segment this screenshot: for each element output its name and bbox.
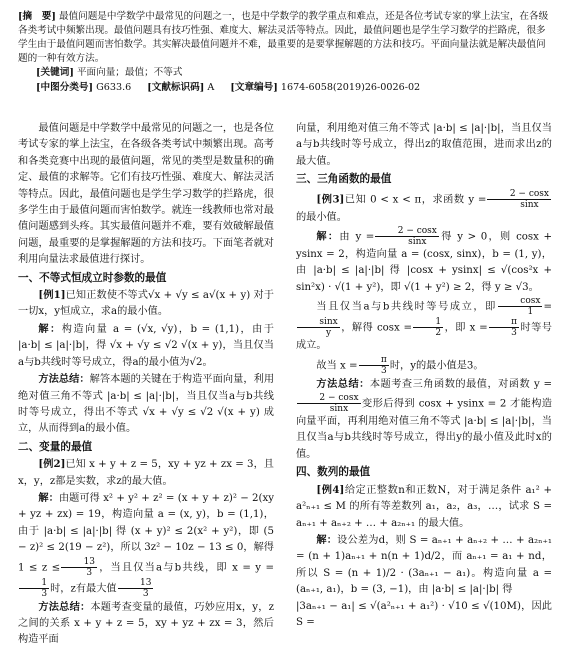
solution-2: 解：由题可得 x² + y² + z² = (x + y + z)² − 2(xy + yz + zx) = 19，构造向量 a = (x, y)，b = (1,1)，由于 |a·b| ≤ |a|·|b| 得 (x + y)² ≤ 2(x² + y²)，即 (5 − z)² ≤ 2(19 − z²)，所以 3z² − 10z − 13 ≤ 0，解得 1 ≤ z ≤ $\frac{13}{3}$ ，当且仅当a与b共线，即 x = y = $\frac{1}{3}$ 时，z有最大值 $\frac{13}{3}$	[18, 491, 274, 599]
keywords	[36, 66, 552, 80]
example-2-label: [例2]	[38, 458, 66, 471]
section-1-heading: 一、不等式恒成立时参数的最值	[18, 271, 167, 284]
collinear-condition: 当且仅当a与b共线时等号成立，即 $\frac{\cos x}{1}$ = $\frac{\sin x}{y}$ ，解得 cosx = $\frac{1}{2}$ ，即 x = $\frac{\pi}{3}$ 时等号成立。	[296, 296, 552, 352]
fraction-1-3: $\frac{1}{3}$	[19, 578, 49, 599]
example-2-text: 已知 x + y + z = 5，xy + yz + zx = 3，且x，y，z都是实数，求z的最大值。	[18, 459, 274, 487]
solution-1-label: 解：	[38, 322, 62, 335]
section-3-heading: 三、三角函数的最值	[296, 173, 392, 186]
example-3-label: [例3]	[316, 193, 345, 206]
keywords-label: [关键词]	[36, 67, 74, 78]
body-columns	[18, 121, 552, 649]
keywords-text: 平面向量；最值；不等式	[76, 67, 183, 78]
example-1	[18, 287, 274, 321]
clc-value: G633.6	[96, 82, 132, 93]
section-4-heading: 四、数列的最值	[296, 466, 371, 479]
example-4: [例4]给定正整数n和正数N，对于满足条件 a₁² + a²ₙ₊₁ ≤ M 的所有等差数列 a₁，a₂，a₃，…，试求 S = aₙ₊₁ + aₙ₊₂ + … + a₂ₙ₊₁ 的最大值。	[296, 483, 552, 529]
example-1-label: [例1]	[38, 289, 66, 302]
solution-1-text: 构造向量 a = (√x, √y)，b = (1,1)，由于 |a·b| ≤ |a|·|b|，得 √x + √y ≤ √2 √(x + y)，当且仅当a与b共线时等号成立，得a的最小值为√2。	[18, 323, 274, 368]
section-2-heading: 二、变量的最值	[18, 440, 93, 453]
method-2-label: 方法总结：	[38, 600, 91, 613]
example-4-label: [例4]	[316, 483, 345, 496]
example-1-text: 已知正数使不等式√x + √y ≤ a√(x + y) 对于一切x，y恒成立，求a的最小值。	[18, 290, 274, 318]
continued-paragraph: 向量，利用绝对值三角不等式 |a·b| ≤ |a|·|b|，当且仅当a与b共线时等号成立，得出z的取值范围，进而求出z的最大值。	[296, 123, 552, 167]
solution-4: 解：设公差为d，则 S = aₙ₊₁ + aₙ₊₂ + … + a₂ₙ₊₁ = (n + 1)aₙ₊₁ + n(n + 1)d/2，而 aₙ₊₁ = a₁ + nd，所以 S = (n + 1)/2 · (3aₙ₊₁ − a₁)。构造向量 a = (aₙ₊₁, a₁)，b = (3, −1)，由 |a·b| ≤ |a|·|b| 得	[296, 533, 552, 596]
method-summary-1	[18, 371, 274, 438]
article-no-label: [文章编号]	[230, 82, 278, 93]
fraction-2-cosx-sinx: $\frac{2 - \cos x}{\sin x}$	[487, 189, 551, 210]
doc-code-value: A	[207, 82, 215, 93]
method-1-text: 解答本题的关键在于构造平面向量，利用绝对值三角不等式 |a·b| ≤ |a|·|b|，当且仅当a与b共线时等号成立，得出不等式 √x + √y ≤ √2 √(x + y) 成立，从而得到a的最小值。	[18, 374, 275, 435]
clc-label: [中图分类号]	[36, 82, 94, 93]
abstract-text: 最值问题是中学数学中最常见的问题之一，也是中学数学的教学重点和难点，还是各位考试专家的掌上法宝，在各级各类考试中频繁出现。最值问题具有技巧性强、难度大、解法灵活等特点。因此，最值问题也是学生学习数学的拦路虎，很多学生由于最值问题而害怕数学。其实解决最值问题并不难，最重要的是要掌握解题的方法和技巧。平面向量法就是解决最值问题的一种有效方法。	[18, 11, 549, 64]
abstract	[18, 10, 552, 66]
solution-2-text: 由题可得 x² + y² + z² = (x + y + z)² − 2(xy + yz + zx) = 19，构造向量 a = (x, y)，b = (1,1)，由于 |a·b| ≤ |a|·|b| 得 (x + y)² ≤ 2(x² + y²)，即 (5 − z)² ≤ 2(19 − z²)，所以 3z² − 10z − 13 ≤ 0，解得 1 ≤ z ≤	[18, 492, 274, 574]
intro-paragraph: 最值问题是中学数学中最常见的问题之一，也是各位考试专家的掌上法宝，在各级各类考试中频繁出现。高考和各类竞赛中出现的最值问题，常见的类型是数量积的确定、最值的求解等。它们有技巧性强、难度大、解法灵活等特点。因此，最值问题也是学生学习数学的拦路虎，很多学生由于最值问题而害怕数学。就连一线教师也常对最值问题感到头疼。其实最值问题并不难，要有效破解最值问题，最重要的是掌握解题的方法和技巧。下面笔者就对利用向量法求最值进行探讨。	[18, 123, 274, 266]
article-no-value: 1674-6058(2019)26-0026-02	[280, 82, 421, 93]
doc-code-label: [文献标识码]	[147, 82, 205, 93]
method-summary-3: 方法总结：本题考查三角函数的最值，对函数 y = $\frac{2 - \cos x}{\sin x}$ 变形后得到 cosx + ysinx = 2 才能构造向量平面，再利用绝对值三角不等式 |a·b| ≤ |a|·|b|，当且仅当a与b共线时等号成立，得出y的最小值及此时x的值。	[296, 377, 552, 460]
abstract-label: [摘 要]	[18, 11, 56, 22]
example-3: [例3]已知 0 < x < π，求函数 y = $\frac{2 - \cos x}{\sin x}$ 的最小值。	[296, 188, 549, 223]
right-column	[296, 121, 552, 649]
solution-4-label: 解：	[316, 533, 338, 546]
method-3-label: 方法总结：	[316, 377, 370, 390]
solution-3-label: 解：	[316, 230, 340, 243]
fraction-13-3-max: $\frac{13}{3}$	[118, 578, 154, 599]
method-summary-2	[18, 599, 274, 649]
method-2-text: 本题考查变量的最值，巧妙应用x，y，z之间的关系 x + y + z = 5，xy + yz + zx = 3，然后构造平面	[18, 601, 274, 646]
conclusion-3: 故当 x = $\frac{\pi}{3}$ 时，y的最小值是3。	[316, 354, 484, 376]
example-2	[18, 456, 274, 490]
solution-3: 解：由 y = $\frac{2 - \cos x}{\sin x}$ 得 y > 0，则 cosx + ysinx = 2，构造向量 a = (cosx, sinx)，b = (1, y)，由 |a·b| ≤ |a|·|b| 得 |cosx + ysinx| ≤ √(cos²x + sin²x) · √(1 + y²)，即 √(1 + y²) ≥ 2，得 y ≥ √3。	[296, 226, 552, 293]
left-column	[18, 121, 274, 649]
solution-2-label: 解：	[38, 491, 59, 504]
article-header	[18, 10, 552, 95]
fraction-13-3: $\frac{13}{3}$	[61, 557, 97, 578]
classification-row	[36, 81, 552, 95]
solution-1	[18, 321, 274, 371]
solution-4-inequality: |3aₙ₊₁ − a₁| ≤ √(a²ₙ₊₁ + a₁²) · √10 ≤ √(10M)，因此 S =	[296, 600, 552, 628]
method-1-label: 方法总结：	[38, 373, 90, 386]
